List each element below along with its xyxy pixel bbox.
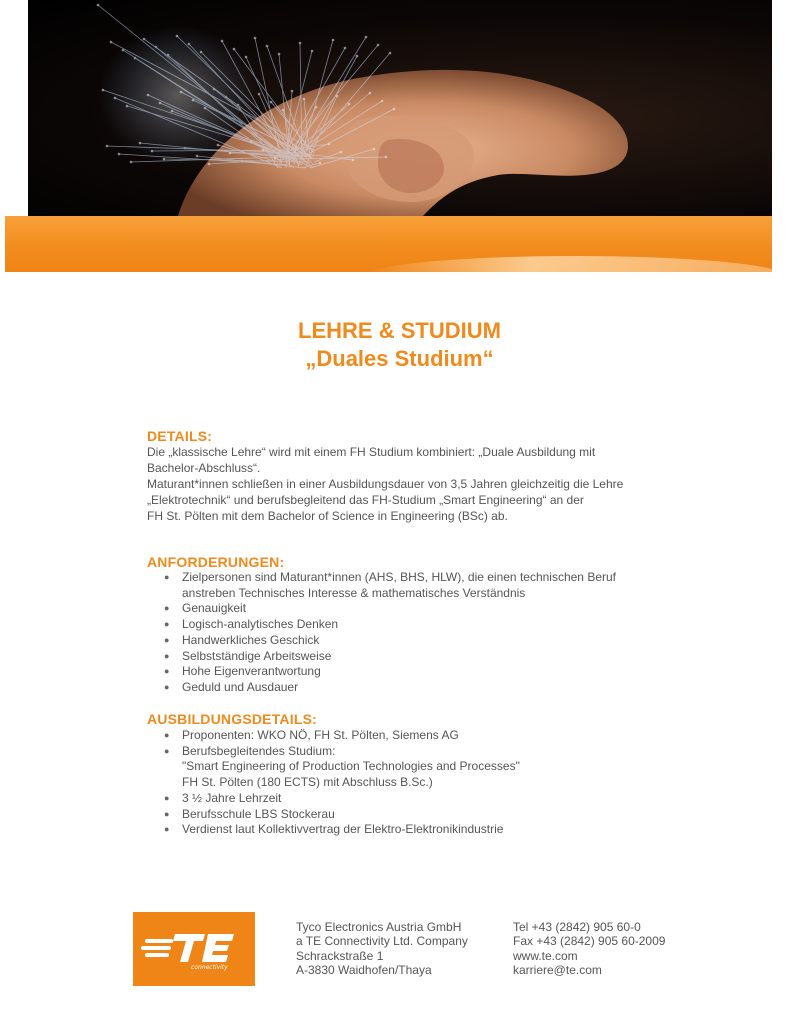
list-item: ● Proponenten: WKO NÖ, FH St. Pölten, Siemens AG	[164, 728, 459, 742]
address-line: Schrackstraße 1	[296, 948, 384, 963]
logo-subtext: connectivity	[191, 964, 228, 971]
list-item: ● 3 ½ Jahre Lehrzeit	[164, 790, 282, 805]
list-item: ● Handwerkliches Geschick	[164, 632, 320, 647]
requirements-heading: ANFORDERUNGEN:	[147, 554, 285, 570]
address-line: a TE Connectivity Ltd. Company	[296, 934, 468, 949]
list-item-continuation: "Smart Engineering of Production Technologies and Processes"	[182, 759, 520, 774]
details-line: Maturant*innen schließen in einer Ausbildungsdauer von 3,5 Jahren gleichzeitig die Lehre	[147, 477, 624, 491]
details-paragraph	[147, 444, 707, 524]
details-line: Die „klassische Lehre“ wird mit einem FH Studium kombiniert: „Duale Ausbildung mit	[147, 445, 596, 459]
bullet-icon: ●	[164, 730, 170, 740]
fiber-optic-hand-illustration	[28, 0, 772, 216]
hero-fiber-optic-image	[28, 0, 772, 216]
page-subtitle: „Duales Studium“	[305, 346, 494, 371]
training-heading: AUSBILDUNGSDETAILS:	[147, 711, 317, 727]
page-title: LEHRE & STUDIUM	[298, 318, 501, 343]
phone-number: Tel +43 (2842) 905 60-0	[513, 920, 641, 934]
bullet-icon: ●	[164, 745, 170, 756]
company-contact	[513, 920, 665, 977]
list-item: ● Berufsbegleitendes Studium:	[164, 743, 336, 758]
list-item: ● Verdienst laut Kollektivvertrag der Elektro-Elektronikindustrie	[164, 822, 504, 837]
fax-number: Fax +43 (2842) 905 60-2009	[513, 934, 666, 949]
bullet-icon: ●	[164, 650, 170, 661]
list-item: ● Geduld und Ausdauer	[164, 679, 299, 694]
bullet-icon: ●	[164, 824, 170, 835]
list-item: ● Hohe Eigenverantwortung	[164, 664, 321, 679]
details-line: Bachelor-Abschluss“.	[147, 461, 261, 475]
orange-header-band	[5, 216, 772, 272]
list-item: ● Logisch-analytisches Denken	[164, 617, 339, 632]
list-item: ● Genauigkeit	[164, 601, 247, 616]
email-link[interactable]: karriere@te.com	[513, 962, 602, 977]
list-item: ● Zielpersonen sind Maturant*innen (AHS, BHS, HLW), die einen technischen Beruf	[164, 570, 616, 584]
band-swoosh-decoration	[365, 256, 772, 272]
bullet-icon: ●	[164, 603, 170, 614]
te-logo-mark	[133, 912, 255, 986]
training-list	[147, 728, 520, 838]
details-line: FH St. Pölten mit dem Bachelor of Science in Engineering (BSc) ab.	[147, 509, 508, 523]
website-link[interactable]: www.te.com	[513, 948, 578, 963]
te-connectivity-logo	[133, 912, 255, 986]
bullet-icon: ●	[164, 808, 170, 819]
bullet-icon: ●	[164, 792, 170, 803]
list-item-continuation: anstreben Technisches Interesse & mathematisches Verständnis	[182, 585, 526, 600]
address-line: A-3830 Waidhofen/Thaya	[296, 962, 432, 977]
details-line: „Elektrotechnik“ und berufsbegleitend das FH-Studium „Smart Engineering“ an der	[147, 493, 584, 507]
requirements-list	[147, 570, 616, 696]
list-item: ● Selbstständige Arbeitsweise	[164, 648, 332, 663]
address-line: Tyco Electronics Austria GmbH	[296, 920, 462, 934]
company-address	[296, 920, 468, 977]
bullet-icon: ●	[164, 572, 170, 582]
list-item: ● Berufsschule LBS Stockerau	[164, 806, 335, 821]
bullet-icon: ●	[164, 666, 170, 677]
bullet-icon: ●	[164, 681, 170, 692]
details-heading: DETAILS:	[147, 428, 213, 444]
list-item-continuation: FH St. Pölten (180 ECTS) mit Abschluss B.Sc.)	[182, 775, 433, 790]
bullet-icon: ●	[164, 634, 170, 645]
bullet-icon: ●	[164, 619, 170, 630]
